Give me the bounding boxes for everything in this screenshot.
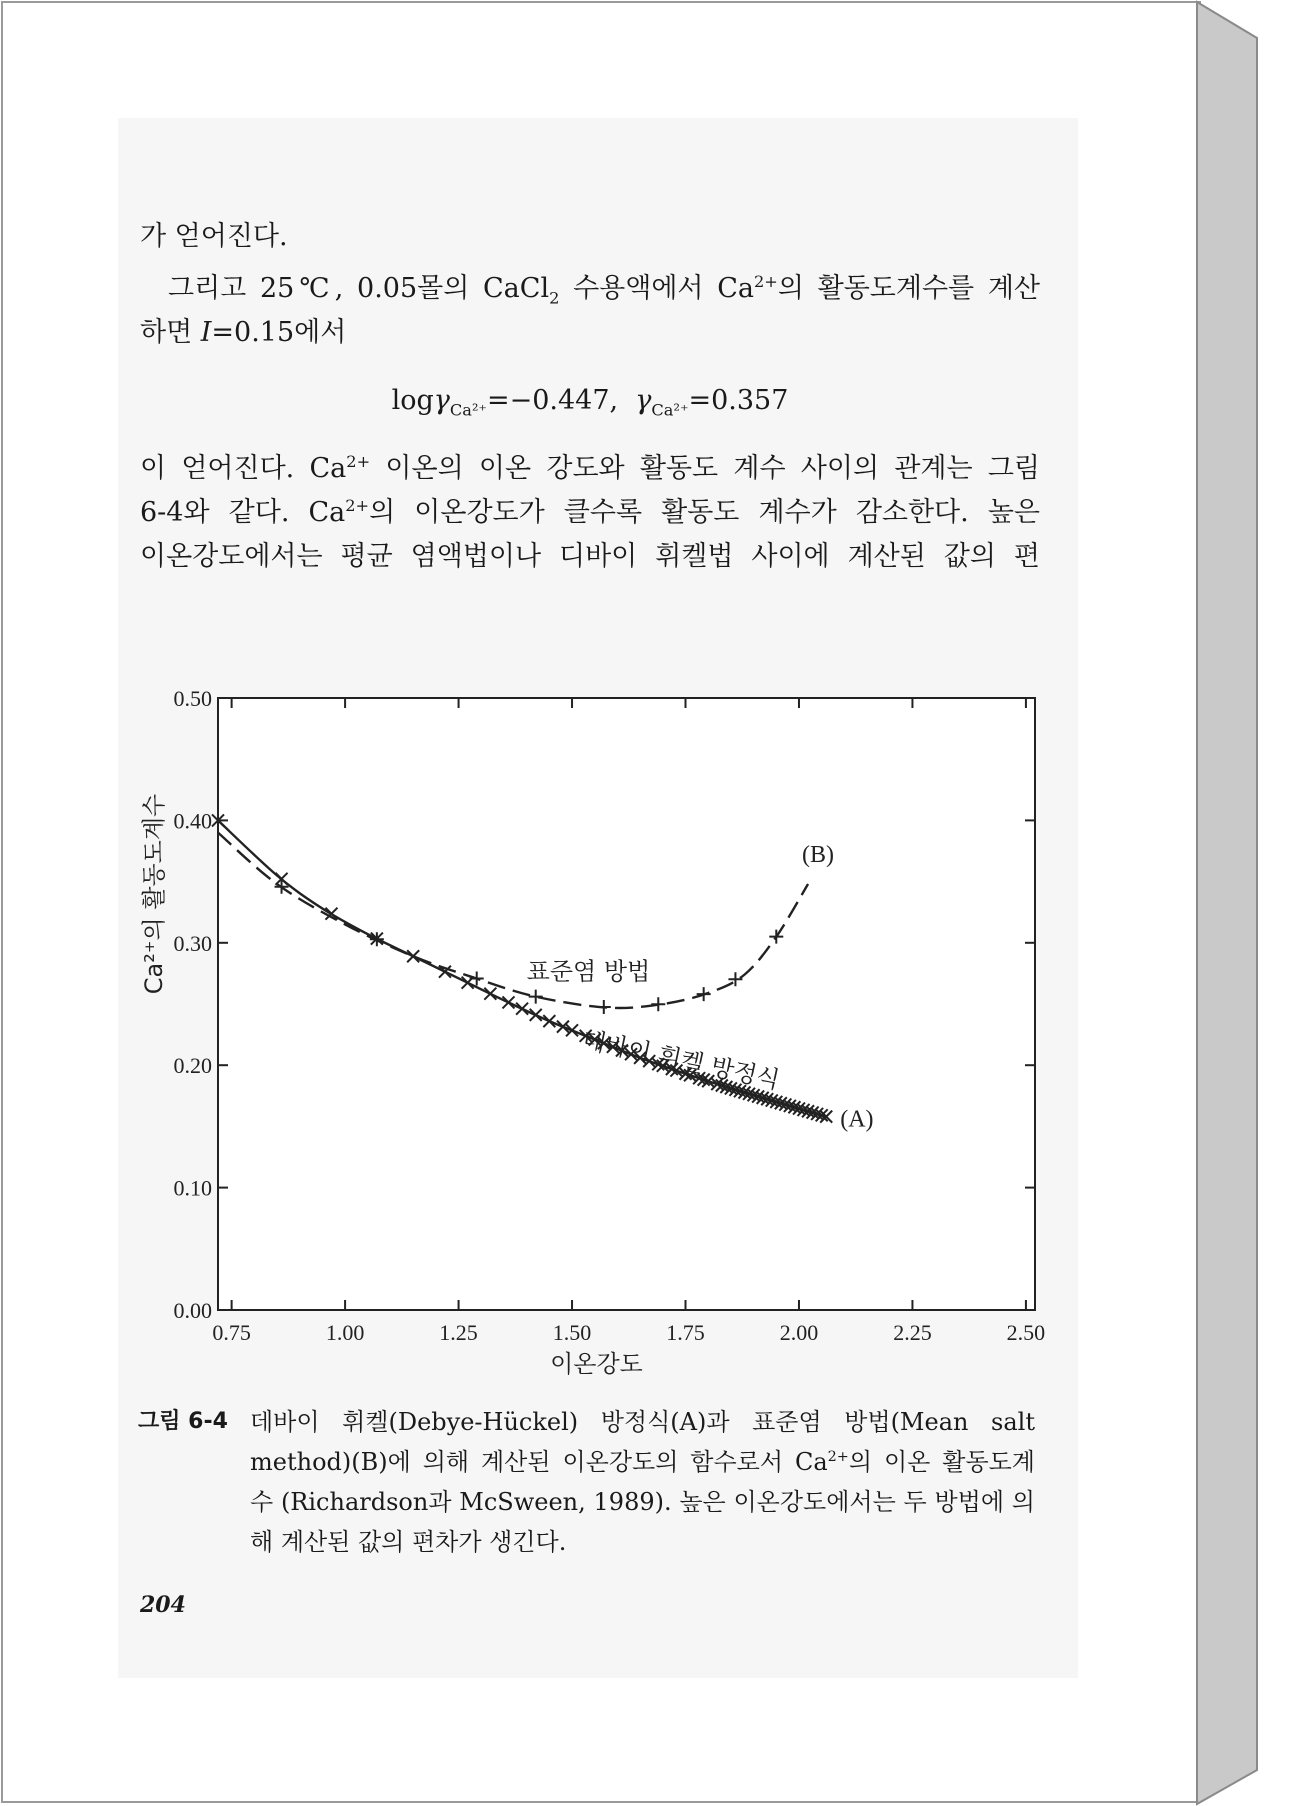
caption-label: 그림 6-4 xyxy=(138,1409,228,1434)
x-tick-label: 1.25 xyxy=(439,1320,478,1345)
plot-frame xyxy=(218,698,1035,1310)
series-a-name: (A) xyxy=(840,1106,874,1133)
text-line: 그리고 25℃, 0.05몰의 CaCl$_2$ 수용액에서 $Ca^{2+}$의 활동도계수를 계산 xyxy=(168,272,1040,308)
y-tick-label: 0.30 xyxy=(173,930,212,956)
text-line: 하면 I=0.15에서 xyxy=(140,317,347,348)
x-tick-label: 2.25 xyxy=(893,1320,932,1345)
y-tick-label: 0.10 xyxy=(173,1175,212,1201)
text-line: 6-4와 같다. $Ca^{2+}$의 이온강도가 클수록 활동도 계수가 감소한다. 높은 xyxy=(140,496,1040,528)
text-line: 이 얻어진다. $Ca^{2+}$ 이온의 이온 강도와 활동도 계수 사이의 관계는 그림 xyxy=(140,452,1040,484)
paragraph-2 xyxy=(140,447,1040,579)
figure-6-4-chart xyxy=(130,670,1070,1378)
x-tick-label: 1.00 xyxy=(325,1320,365,1345)
y-axis-label: Ca²⁺의 활동도계수 xyxy=(140,793,168,995)
x-axis-label: 이온강도 xyxy=(550,1350,643,1378)
page-number: 204 xyxy=(140,1592,186,1618)
caption-line: method)(B)에 의해 계산된 이온강도의 함수로서 $Ca^{2+}$의 이온 활동도계 xyxy=(250,1448,1035,1476)
paragraph-1 xyxy=(140,267,1040,355)
y-tick-label: 0.40 xyxy=(173,808,212,834)
y-tick-label: 0.20 xyxy=(173,1053,212,1079)
x-tick-label: 1.50 xyxy=(552,1320,592,1345)
x-tick-label: 2.00 xyxy=(779,1320,819,1345)
y-tick-label: 0.50 xyxy=(173,686,212,711)
book-spine xyxy=(1195,0,1306,1806)
caption-line: 해 계산된 값의 편차가 생긴다. xyxy=(250,1528,567,1556)
y-tick-label: 0.00 xyxy=(173,1298,212,1323)
series-b-name: (B) xyxy=(802,842,835,869)
caption-body xyxy=(250,1402,1035,1562)
body-text-top xyxy=(140,215,1040,259)
text-line: 이온강도에서는 평균 염액법이나 디바이 휘켈법 사이에 계산된 값의 편 xyxy=(140,541,1040,572)
chart-svg xyxy=(130,670,1070,1378)
x-tick-label: 2.50 xyxy=(1006,1320,1046,1345)
text-line: 가 얻어진다. xyxy=(140,221,288,252)
x-tick-label: 1.75 xyxy=(666,1320,705,1345)
series-b-curve-label: 표준염 방법 xyxy=(526,957,651,986)
caption-line: 수 (Richardson과 McSween, 1989). 높은 이온강도에서는 두 방법에 의 xyxy=(250,1488,1035,1516)
equation: logγ$_{Ca^{2+}}$=−0.447, $\gamma_{Ca^{2+}}=0.357$ xyxy=(391,385,789,420)
x-tick-label: 0.75 xyxy=(212,1320,251,1345)
caption-line: 데바이 휘켈(Debye-Hückel) 방정식(A)과 표준염 방법(Mean salt xyxy=(250,1408,1035,1436)
series-a-curve-label: 데바이 휘켈 방정식 xyxy=(579,1025,783,1095)
